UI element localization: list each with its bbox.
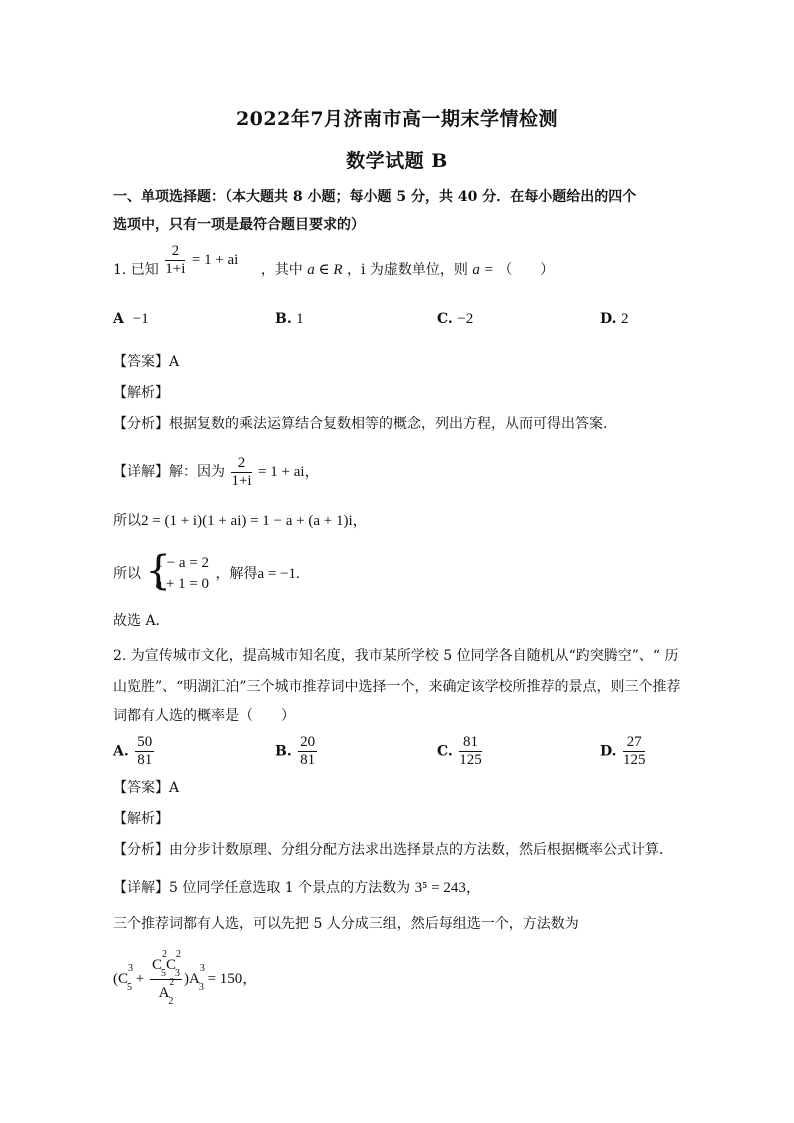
q1-analysis-label: 【解析】 bbox=[113, 385, 169, 401]
brace-glyph: { bbox=[145, 548, 171, 594]
q1-mid: ，其中 bbox=[260, 262, 303, 278]
q1-answer: 【答案】A bbox=[113, 354, 180, 370]
q1-frac-den: 1+i bbox=[165, 260, 186, 277]
q1-detail-fraction: $\frac{2}{1+i}$ bbox=[231, 454, 252, 489]
section-heading-line1: 一、单项选择题：（本大题共 8 小题；每小题 5 分，共 40 分．在每小题给出的四个 bbox=[113, 189, 637, 205]
q1-option-d: D. 2 bbox=[600, 311, 629, 327]
q2-answer: 【答案】A bbox=[113, 780, 180, 796]
q1-equation-system: { 1 − a = 2 a + 1 = 0 bbox=[145, 548, 210, 594]
q1-fraction bbox=[165, 243, 185, 278]
q2-formula bbox=[113, 950, 257, 1010]
q2-formula-expr: ($C^3_5$ + $\frac{C^2_5C^2_3}{A^2_2}$ )$A^3_3$ bbox=[113, 949, 205, 1008]
q2-analysis-label: 【解析】 bbox=[113, 811, 169, 827]
q1-so1-math: 2 = (1 + i)(1 + ai) = 1 − a + (a + 1)i， bbox=[141, 513, 368, 529]
question-2-line2: 山览胜”、“明湖汇泊”三个城市推荐词中选择一个，来确定该学校所推荐的景点，则三个推荐 bbox=[113, 679, 681, 695]
q2-fenxi: 【分析】由分步计数原理、分组分配方法求出选择景点的方法数，然后根据概率公式计算． bbox=[113, 842, 673, 858]
question-1-stem bbox=[113, 242, 555, 288]
document-subtitle: 数学试题 B bbox=[346, 150, 448, 172]
q1-choose: 故选 A． bbox=[113, 613, 170, 629]
q1-mid2: ，i 为虚数单位，则 bbox=[347, 262, 468, 278]
q1-option-c: C. −2 bbox=[437, 311, 474, 327]
q2-option-d: D. $\frac{27}{125}$ bbox=[600, 734, 646, 768]
q1-detail-rhs: = 1 + ai， bbox=[258, 464, 320, 480]
q2-detail: 【详解】5 位同学任意选取 1 个景点的方法数为 3⁵ = 243， bbox=[113, 880, 481, 896]
q1-cond: a ∈ R bbox=[307, 262, 343, 278]
q1-so2: 所以 { 1 − a = 2 a + 1 = 0 ，解得a = −1. bbox=[113, 548, 300, 594]
q2-option-b: B. $\frac{20}{81}$ bbox=[275, 734, 316, 768]
q1-so1: 所以2 = (1 + i)(1 + ai) = 1 − a + (a + 1)i， bbox=[113, 513, 368, 529]
section-heading-line2: 选项中，只有一项是最符合题目要求的） bbox=[113, 217, 365, 233]
question-2-line3: 词都有人选的概率是（ ） bbox=[113, 708, 295, 724]
q1-detail: 【详解】解：因为 $\frac{2}{1+i}$ = 1 + ai， bbox=[113, 454, 320, 489]
question-2-line1: 2. 为宣传城市文化，提高城市知名度，我市某所学校 5 位同学各自随机从“趵突腾空”、“ 历 bbox=[113, 648, 679, 664]
q1-ask: a = bbox=[472, 262, 494, 278]
q1-option-b: B. 1 bbox=[275, 311, 304, 327]
q1-prefix: 1. 已知 bbox=[113, 262, 159, 278]
q1-frac-num: 2 bbox=[165, 243, 185, 261]
q1-paren: （ ） bbox=[498, 262, 555, 278]
document-title: 2022年7月济南市高一期末学情检测 bbox=[235, 108, 559, 130]
q2-option-a: A. $\frac{50}{81}$ bbox=[113, 734, 153, 768]
q1-eq-rhs: = 1 + ai bbox=[191, 252, 239, 268]
q1-fenxi: 【分析】根据复数的乘法运算结合复数相等的概念，列出方程，从而可得出答案. bbox=[113, 416, 608, 432]
q2-formula-fraction: $\frac{C^2_5C^2_3}{A^2_2}$ bbox=[151, 949, 181, 1008]
q1-solve-math: a = −1. bbox=[257, 566, 300, 582]
q2-option-c: C. $\frac{81}{125}$ bbox=[437, 734, 482, 768]
q2-formula-tail: = 150， bbox=[207, 971, 258, 987]
q1-option-a: A −1 bbox=[113, 311, 149, 327]
q2-detail-math: 3⁵ = 243， bbox=[414, 880, 481, 896]
q2-line-next: 三个推荐词都有人选，可以先把 5 人分成三组，然后每组选一个，方法数为 bbox=[113, 916, 579, 932]
